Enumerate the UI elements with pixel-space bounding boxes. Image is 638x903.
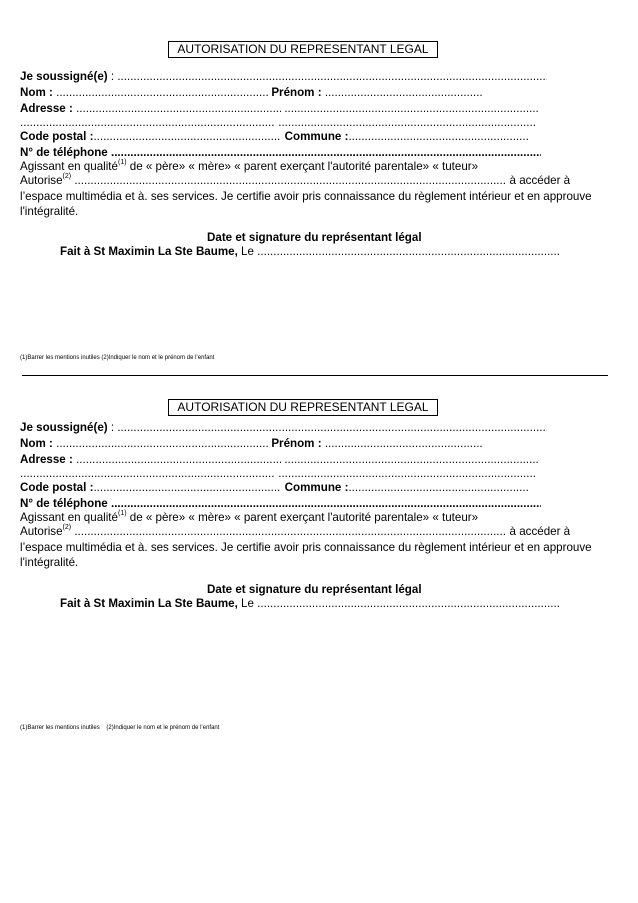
- qualite-line: [20, 511, 478, 525]
- adresse-line: [20, 102, 539, 116]
- autorise-line: [20, 525, 570, 539]
- soussigne-sep: :: [107, 421, 115, 434]
- commune-label: Commune :: [284, 130, 349, 143]
- footnote: (1)Barrer les mentions inutiles (2)Indiquer le nom et le prénom de l’enfant: [20, 355, 215, 361]
- le-label: Le: [237, 245, 258, 258]
- prenom-label: Prénom :: [271, 86, 322, 99]
- enfant-field[interactable]: [74, 525, 506, 539]
- cut-separator: [22, 375, 608, 376]
- nom-prenom-line: [20, 86, 483, 100]
- body-line-2: l'intégralité.: [20, 556, 79, 569]
- adresse-label: Adresse :: [20, 102, 73, 115]
- cp-label: Code postal :: [20, 481, 94, 494]
- adresse-field[interactable]: [76, 453, 281, 467]
- soussigne-line: [20, 421, 547, 435]
- adresse-field-2[interactable]: [284, 453, 539, 467]
- cp-field[interactable]: [93, 130, 281, 144]
- cp-commune-line: [20, 130, 528, 144]
- enfant-field[interactable]: [74, 174, 506, 188]
- qualite-line: [20, 160, 478, 174]
- soussigne-label: Je soussigné(e): [20, 70, 108, 83]
- qualite-sup: (1): [117, 510, 127, 518]
- tel-label: N° de téléphone: [20, 146, 108, 159]
- qualite-sup: (1): [117, 159, 127, 167]
- date-field[interactable]: [257, 245, 559, 259]
- nom-field[interactable]: [56, 437, 268, 451]
- autorise-post: à accéder à: [506, 525, 571, 538]
- qualite-text: Agissant en qualité: [20, 511, 118, 524]
- commune-field[interactable]: [348, 130, 528, 144]
- footnote: (1)Barrer les mentions inutiles (2)Indiquer le nom et le prénom de l’enfant: [20, 725, 220, 731]
- soussigne-line: [20, 70, 547, 84]
- tel-field[interactable]: [111, 146, 541, 160]
- cp-label: Code postal :: [20, 130, 94, 143]
- commune-label: Commune :: [284, 481, 349, 494]
- fait-a-label: Fait à St Maximin La Ste Baume,: [60, 245, 238, 258]
- signature-heading: Date et signature du représentant légal: [207, 231, 422, 244]
- adresse-label: Adresse :: [20, 453, 73, 466]
- fait-a-label: Fait à St Maximin La Ste Baume,: [60, 597, 238, 610]
- autorise-sup: (2): [62, 173, 72, 181]
- nom-prenom-line: [20, 437, 483, 451]
- tel-label: N° de téléphone: [20, 497, 108, 510]
- autorise-label: Autorise: [20, 174, 63, 187]
- adresse-field-2[interactable]: [284, 102, 539, 116]
- telephone-line: [20, 497, 541, 511]
- soussigne-field[interactable]: [117, 70, 547, 84]
- adresse-field-3[interactable]: [20, 467, 275, 481]
- adresse-line-2: [20, 116, 536, 130]
- qualite-text: Agissant en qualité: [20, 160, 118, 173]
- soussigne-sep: :: [107, 70, 115, 83]
- signature-heading: Date et signature du représentant légal: [207, 583, 422, 596]
- soussigne-label: Je soussigné(e): [20, 421, 108, 434]
- adresse-line: [20, 453, 539, 467]
- prenom-field[interactable]: [325, 86, 483, 100]
- qualite-options[interactable]: de « père» « mère» « parent exerçant l'autorité parentale» « tuteur»: [126, 511, 479, 524]
- nom-label: Nom :: [20, 86, 53, 99]
- adresse-field-4[interactable]: [278, 116, 536, 130]
- form-title: AUTORISATION DU REPRESENTANT LEGAL: [168, 41, 438, 58]
- commune-field[interactable]: [348, 481, 528, 495]
- form-title: AUTORISATION DU REPRESENTANT LEGAL: [168, 399, 438, 416]
- prenom-label: Prénom :: [271, 437, 322, 450]
- nom-label: Nom :: [20, 437, 53, 450]
- fait-a-line: [60, 245, 559, 259]
- adresse-line-2: [20, 467, 536, 481]
- adresse-field[interactable]: [76, 102, 281, 116]
- le-label: Le: [237, 597, 258, 610]
- nom-field[interactable]: [56, 86, 268, 100]
- autorise-post: à accéder à: [506, 174, 571, 187]
- autorise-sup: (2): [62, 524, 72, 532]
- body-line-1: l’espace multimédia et à. ses services. Je certifie avoir pris connaissance du règlement intérieur et en approuve: [20, 541, 592, 554]
- fait-a-line: [60, 597, 559, 611]
- date-field[interactable]: [257, 597, 559, 611]
- prenom-field[interactable]: [325, 437, 483, 451]
- soussigne-field[interactable]: [117, 421, 547, 435]
- body-line-1: l’espace multimédia et à. ses services. Je certifie avoir pris connaissance du règlement intérieur et en approuve: [20, 190, 592, 203]
- autorise-line: [20, 174, 570, 188]
- autorise-label: Autorise: [20, 525, 63, 538]
- body-line-2: l'intégralité.: [20, 205, 79, 218]
- tel-field[interactable]: [111, 497, 541, 511]
- cp-field[interactable]: [93, 481, 281, 495]
- cp-commune-line: [20, 481, 528, 495]
- adresse-field-4[interactable]: [278, 467, 536, 481]
- telephone-line: [20, 146, 541, 160]
- adresse-field-3[interactable]: [20, 116, 275, 130]
- qualite-options[interactable]: de « père» « mère» « parent exerçant l'autorité parentale» « tuteur»: [126, 160, 479, 173]
